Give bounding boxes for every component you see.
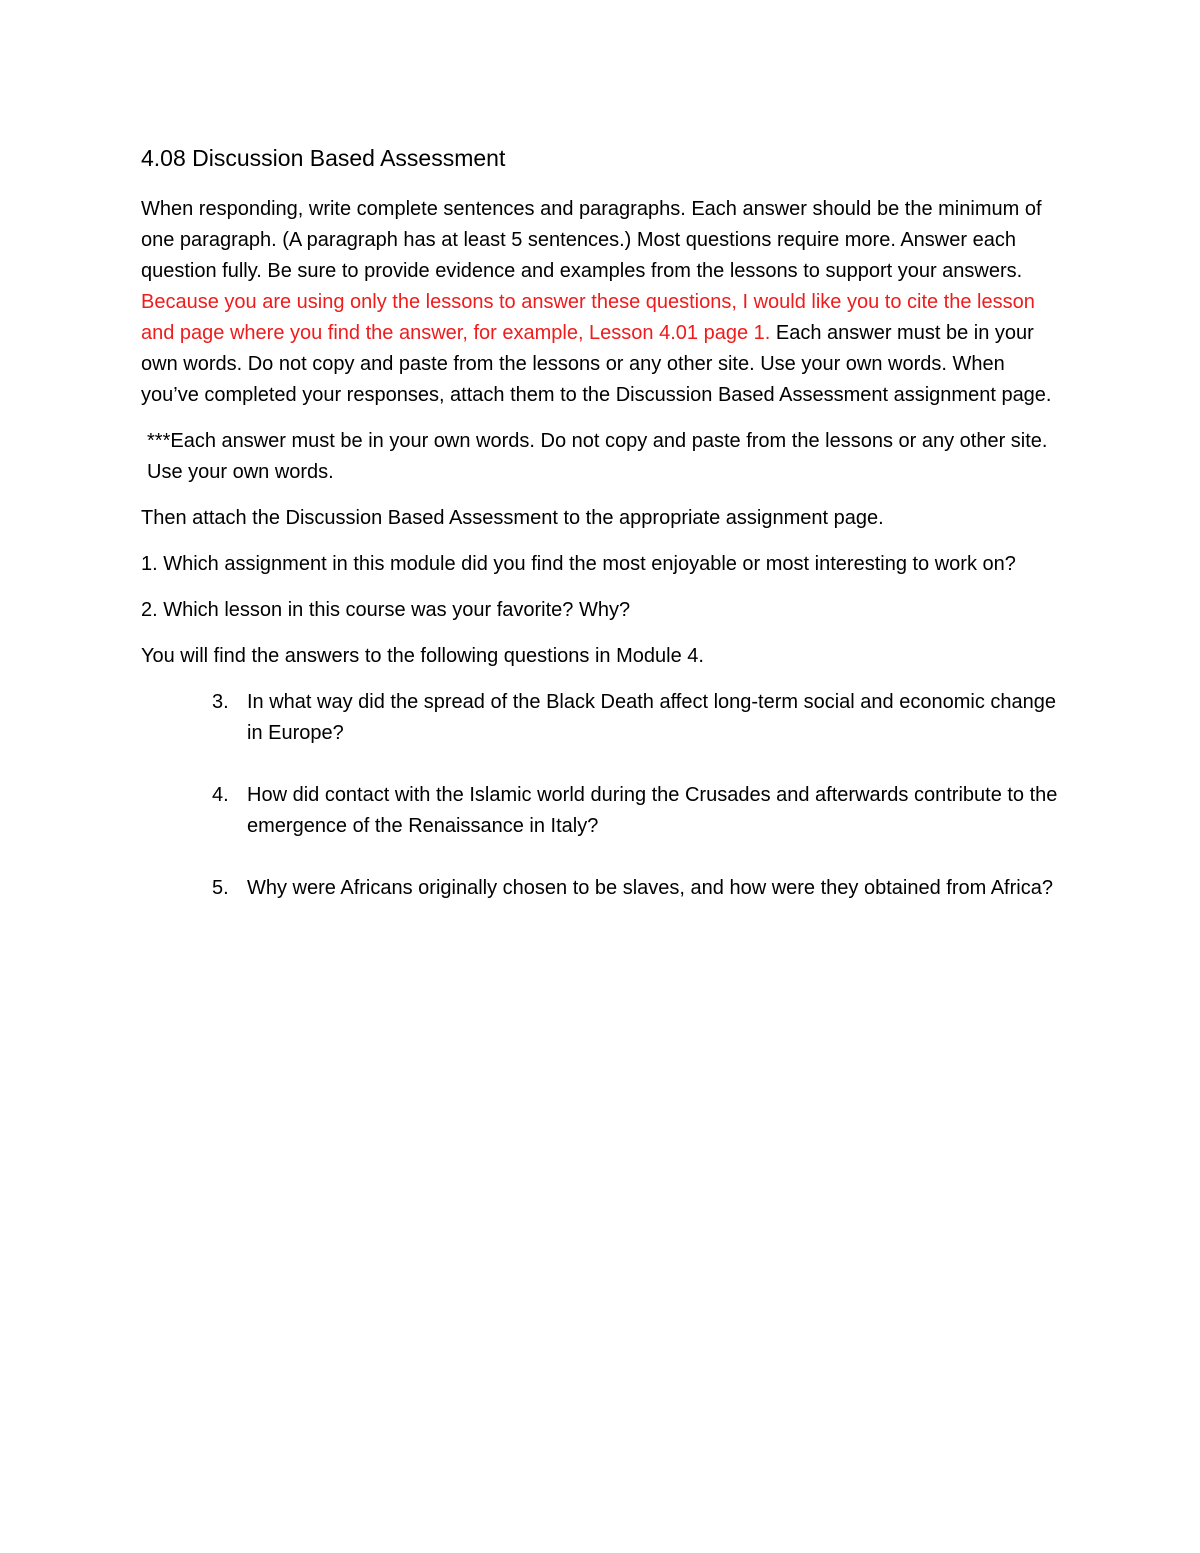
- document-page: [141, 140, 1066, 935]
- question-1: 1. Which assignment in this module did you find the most enjoyable or most interesting to work on?: [141, 553, 1016, 575]
- own-words-warning: ***Each answer must be in your own words. Do not copy and paste from the lessons or any other site. Use your own words.: [147, 430, 1048, 483]
- attach-note: Then attach the Discussion Based Assessment to the appropriate assignment page.: [141, 507, 884, 529]
- question-number: 4.: [212, 784, 229, 806]
- question-list: [141, 687, 1066, 904]
- instructions-text-continued: Each answer must be in your own words. Do not copy and paste from the lessons or any other site. Use your own words. When you’ve completed your responses, attach them to the Discussion Based Assessment assignment page.: [141, 322, 1052, 406]
- question-number: 3.: [212, 691, 229, 713]
- page-title: 4.08 Discussion Based Assessment: [141, 145, 506, 171]
- question-2: 2. Which lesson in this course was your favorite? Why?: [141, 599, 631, 621]
- question-4: [141, 780, 1066, 842]
- citation-instruction: Because you are using only the lessons to answer these questions, I would like you to cite the lesson and page where you find the answer, for example, Lesson 4.01 page 1.: [141, 291, 1035, 344]
- question-text: How did contact with the Islamic world during the Crusades and afterwards contribute to the emergence of the Renaissance in Italy?: [247, 784, 1058, 837]
- instructions-text: When responding, write complete sentences and paragraphs. Each answer should be the minimum of one paragraph. (A paragraph has at least 5 sentences.) Most questions require more. Answer each question fully. Be sure to provide evidence and examples from the lessons to support your answers.: [141, 198, 1042, 282]
- instructions-paragraph: [141, 194, 1066, 411]
- question-3: [141, 687, 1066, 749]
- module-note: You will find the answers to the following questions in Module 4.: [141, 645, 704, 667]
- question-number: 5.: [212, 877, 229, 899]
- question-text: In what way did the spread of the Black Death affect long-term social and economic change in Europe?: [247, 691, 1056, 744]
- question-text: Why were Africans originally chosen to be slaves, and how were they obtained from Africa?: [247, 877, 1053, 899]
- question-5: [141, 873, 1066, 904]
